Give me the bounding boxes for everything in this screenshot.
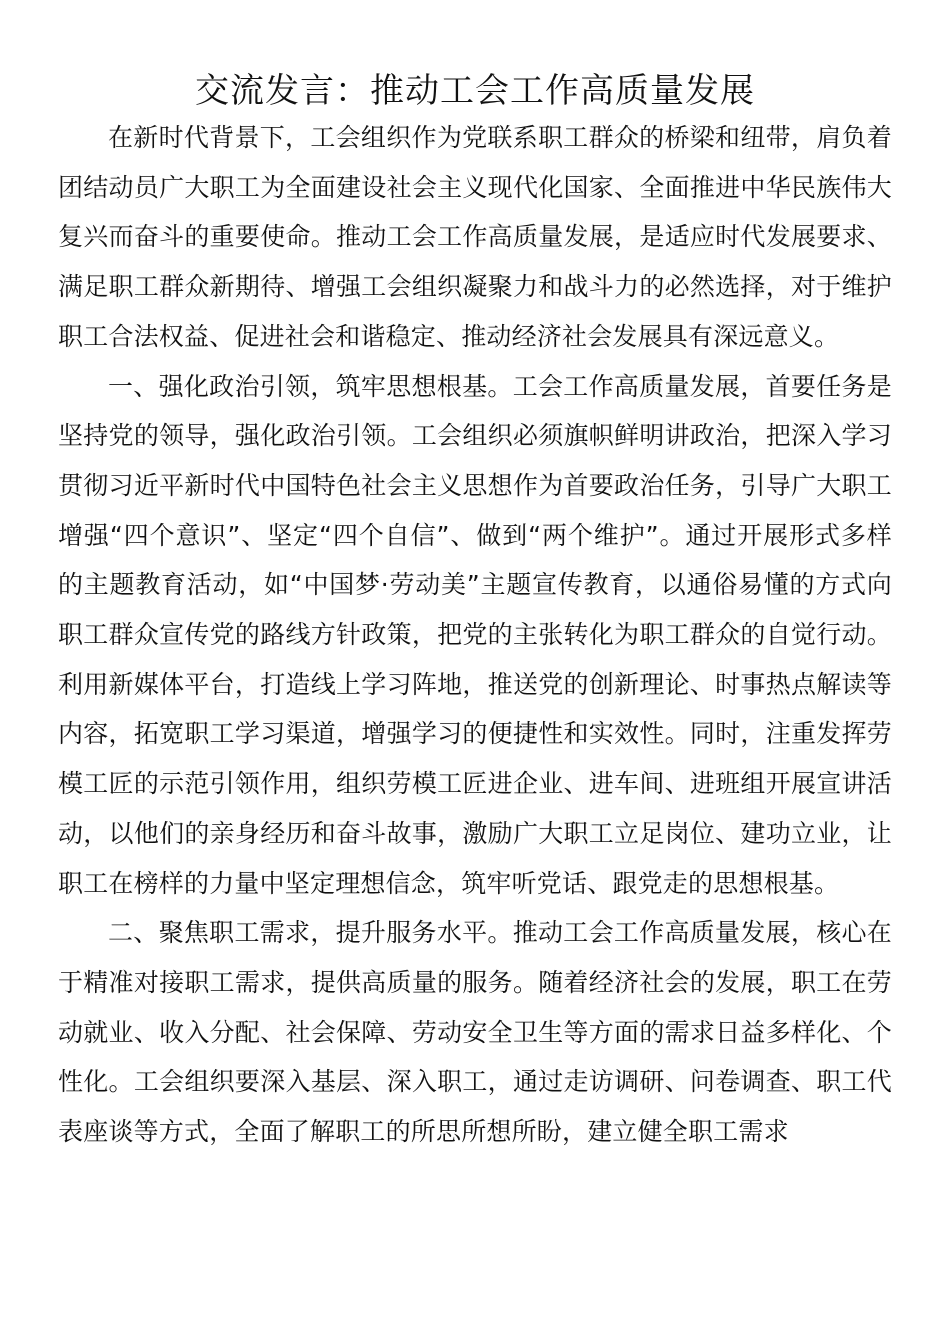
- paragraph-text: 推动工会工作高质量发展，核心在于精准对接职工需求，提供高质量的服务。随着经济社会的发展，职工在劳动就业、收入分配、社会保障、劳动安全卫生等方面的需求日益多样化、个性化。工会组织要深入基层、深入职工，通过走访调研、问卷调查、职工代表座谈等方式，全面了解职工的所思所想所盼，建立健全职工需求: [58, 918, 892, 1147]
- paragraph-lead: 二、聚焦职工需求，提升服务水平。: [108, 918, 513, 948]
- document-title: 交流发言：推动工会工作高质量发展: [195, 71, 755, 111]
- document-body: [58, 113, 892, 1157]
- paragraph-section-1: [58, 362, 892, 909]
- paragraph-intro: [58, 113, 892, 362]
- paragraph-lead: 一、强化政治引领，筑牢思想根基。: [108, 371, 513, 401]
- paragraph-text: 在新时代背景下，工会组织作为党联系职工群众的桥梁和纽带，肩负着团结动员广大职工为全面建设社会主义现代化国家、全面推进中华民族伟大复兴而奋斗的重要使命。推动工会工作高质量发展，是适应时代发展要求、满足职工群众新期待、增强工会组织凝聚力和战斗力的必然选择，对于维护职工合法权益、促进社会和谐稳定、推动经济社会发展具有深远意义。: [58, 123, 892, 351]
- paragraph-section-2: [58, 908, 892, 1157]
- paragraph-text: 工会工作高质量发展，首要任务是坚持党的领导，强化政治引领。工会组织必须旗帜鲜明讲政治，把深入学习贯彻习近平新时代中国特色社会主义思想作为首要政治任务，引导广大职工增强“四个意识”、坚定“四个自信”、做到“两个维护”。通过开展形式多样的主题教育活动，如“中国梦·劳动美”主题宣传教育，以通俗易懂的方式向职工群众宣传党的路线方针政策，把党的主张转化为职工群众的自觉行动。利用新媒体平台，打造线上学习阵地，推送党的创新理论、时事热点解读等内容，拓宽职工学习渠道，增强学习的便捷性和实效性。同时，注重发挥劳模工匠的示范引领作用，组织劳模工匠进企业、进车间、进班组开展宣讲活动，以他们的亲身经历和奋斗故事，激励广大职工立足岗位、建功立业，让职工在榜样的力量中坚定理想信念，筑牢听党话、跟党走的思想根基。: [58, 371, 892, 898]
